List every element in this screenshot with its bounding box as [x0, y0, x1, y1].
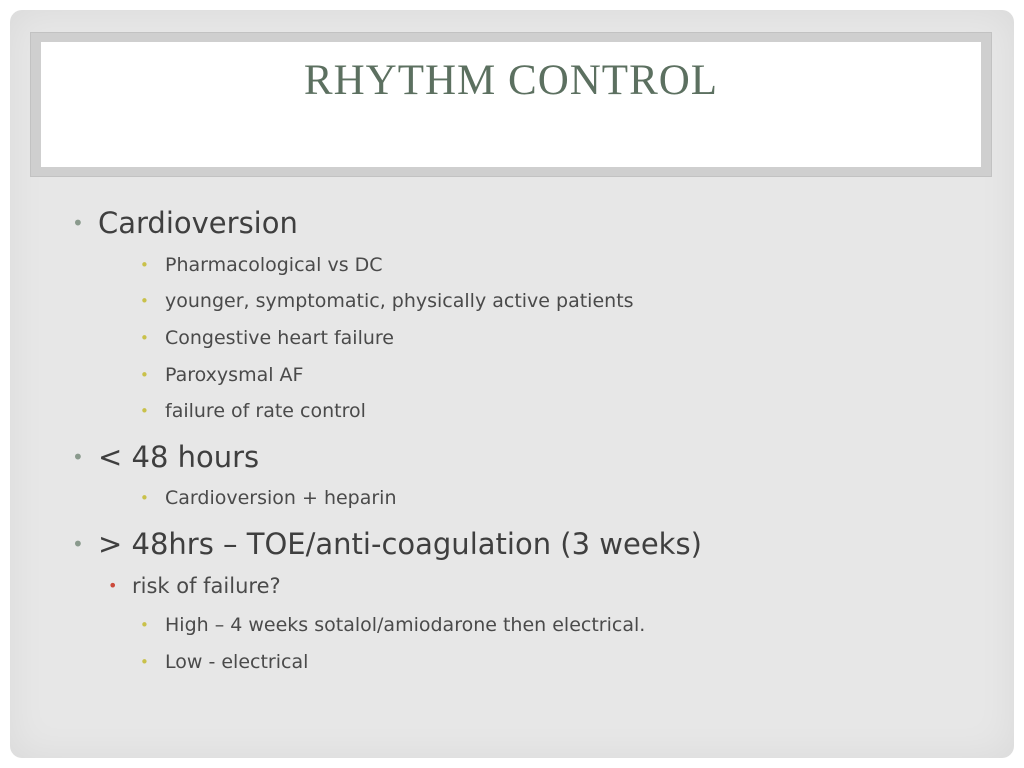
bullet-marker: • [140, 256, 149, 274]
sub-bullet-label: failure of rate control [165, 400, 366, 422]
bullet-label: risk of failure? [132, 574, 281, 598]
bullet-marker: • [140, 489, 149, 507]
slide-content [10, 10, 1014, 758]
sub-bullet-label: Paroxysmal AF [165, 364, 304, 386]
bullet-label: > 48hrs – TOE/anti-coagulation (3 weeks) [98, 527, 702, 561]
slide-title: RHYTHM CONTROL [303, 57, 719, 104]
bullet-marker: • [140, 402, 149, 420]
bullet-marker: • [140, 292, 149, 310]
sub-bullet-label: Congestive heart failure [165, 327, 394, 349]
sub-bullet-label: High – 4 weeks sotalol/amiodarone then electrical. [165, 614, 646, 636]
bullet-marker: • [72, 532, 84, 556]
bullet-marker: • [140, 653, 149, 671]
sub-bullet-label: Low - electrical [165, 651, 309, 673]
bullet-marker: • [72, 445, 84, 469]
bullet-marker: • [140, 329, 149, 347]
bullet-marker: • [140, 616, 149, 634]
sub-bullet-label: younger, symptomatic, physically active patients [165, 290, 634, 312]
sub-bullet-label: Pharmacological vs DC [165, 254, 383, 276]
slide [10, 10, 1014, 758]
bullet-marker: • [108, 576, 118, 595]
bullet-marker: • [72, 211, 84, 235]
sub-bullet-label: Cardioversion + heparin [165, 487, 397, 509]
bullet-label: < 48 hours [98, 440, 260, 474]
bullet-label: Cardioversion [98, 206, 298, 240]
bullet-marker: • [140, 366, 149, 384]
